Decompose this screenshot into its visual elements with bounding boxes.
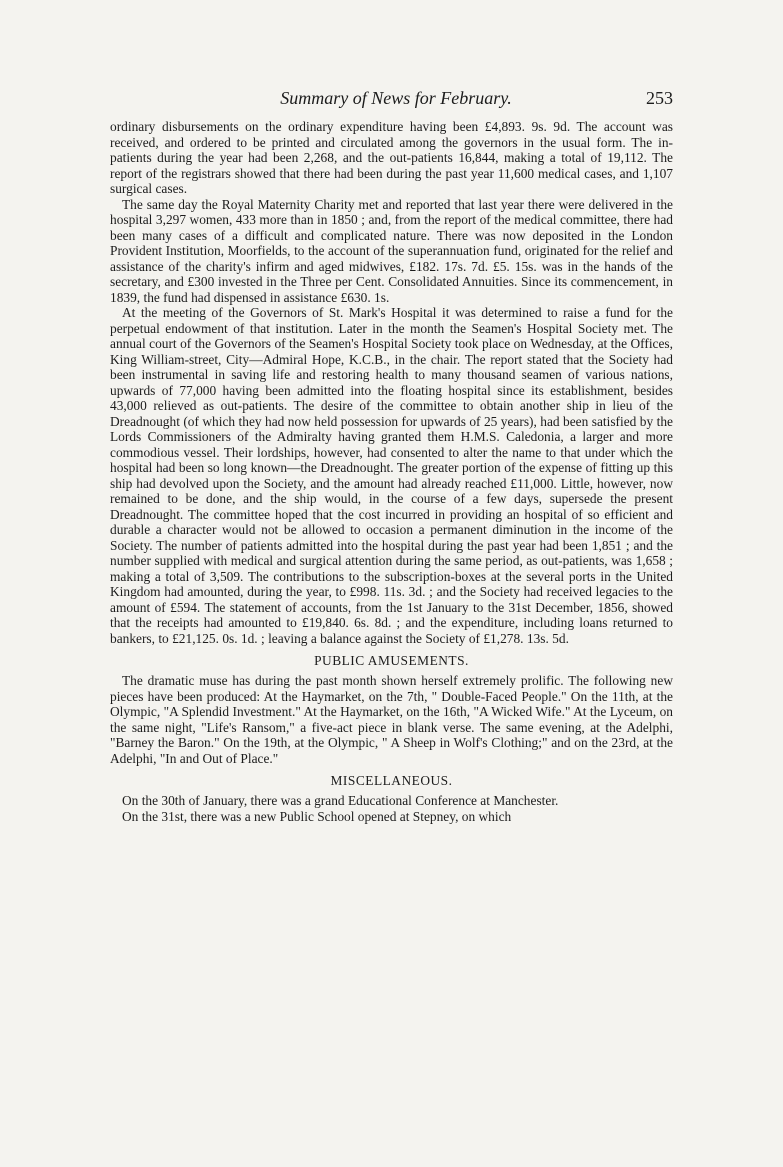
running-title: Summary of News for February. <box>280 88 512 108</box>
running-head <box>110 88 673 109</box>
section-heading-miscellaneous: MISCELLANEOUS. <box>330 773 453 788</box>
page-body <box>110 119 673 824</box>
section-heading-public-amusements: PUBLIC AMUSEMENTS. <box>314 653 469 668</box>
paragraph-public-amusements: The dramatic muse has during the past month shown herself extremely prolific. The following new pieces have been produced: At the Haymarket, on the 7th, " Double-Faced People." On the 11th, at the Olympic, "A Splendid Investment." At the Haymarket, on the 16th, "A Wicked Wife." At the Lyceum, on the same night, "Life's Ransom," a five-act piece in blank verse. The same evening, at the Adelphi, "Barney the Baron." On the 19th, at the Olympic, " A Sheep in Wolf's Clothing;" and on the 23rd, at the Adelphi, "In and Out of Place." <box>110 673 673 766</box>
paragraph-continued: ordinary disbursements on the ordinary expenditure having been £4,893. 9s. 9d. The account was received, and ordered to be printed and circulated among the governors in the usual form. The in-patients during the year had been 2,268, and the out-patients 16,844, making a total of 19,112. The report of the registrars showed that there had been during the past year 11,600 medical cases, and 1,107 surgical cases. <box>110 119 673 196</box>
paragraph-maternity-charity: The same day the Royal Maternity Charity met and reported that last year there were delivered in the hospital 3,297 women, 433 more than in 1850 ; and, from the report of the medical committee, there had been many cases of a difficult and complicated nature. There was now deposited in the London Provident Institution, Moorfields, to the account of the superannuation fund, originated for the relief and assistance of the charity's infirm and aged midwives, £182. 17s. 7d. £5. 15s. was in the hands of the secretary, and £300 invested in the Three per Cent. Consolidated Annuities. Since its commencement, in 1839, the fund had dispensed in assistance £630. 1s. <box>110 196 673 305</box>
paragraph-public-school: On the 31st, there was a new Public School opened at Stepney, on which <box>122 808 512 824</box>
paragraph-seamens-hospital: At the meeting of the Governors of St. Mark's Hospital it was determined to raise a fund for the perpetual endowment of that institution. Later in the month the Seamen's Hospital Society met. The annual court of the Governors of the Seamen's Hospital Society took place on Wednesday, at the Offices, King William-street, City—Admiral Hope, K.C.B., in the chair. The report stated that the Society had been instrumental in saving life and restoring health to many thousand seamen of various nations, upwards of 77,000 having been admitted into the floating hospital since its establishment, besides 43,000 relieved as out-patients. The desire of the committee to obtain another ship in lieu of the Dreadnought (of which they had now held possession for upwards of 25 years), had been satisfied by the Lords Commissioners of the Admiralty having granted them H.M.S. Caledonia, a larger and more commodious vessel. Their lordships, however, had consented to alter the name to that under which the hospital had been so long known—the Dreadnought. The greater portion of the expense of fitting up this ship had devolved upon the Society, and the amount had already reached £11,000. Little, however, now remained to be done, and the ship would, in the course of a few days, supersede the present Dreadnought. The committee hoped that the cost incurred in providing an hospital of so efficient and durable a character would not be allowed to occasion a permanent diminution in the income of the Society. The number of patients admitted into the hospital during the past year had been 1,851 ; and the number supplied with medical and surgical attention during the same period, as out-patients, was 1,658 ; making a total of 3,509. The contributions to the subscription-boxes at the several ports in the United Kingdom had amounted, during the year, to £998. 11s. 3d. ; and the Society had received legacies to the amount of £594. The statement of accounts, from the 1st January to the 31st December, 1856, showed that the receipts had amounted to £19,840. 6s. 8d. ; and the expenditure, including loans returned to bankers, to £21,125. 0s. 1d. ; leaving a balance against the Society of £1,278. 13s. 5d. <box>110 305 673 646</box>
page-number: 253 <box>646 88 673 108</box>
paragraph-educational-conference: On the 30th of January, there was a grand Educational Conference at Manchester. <box>122 793 559 808</box>
